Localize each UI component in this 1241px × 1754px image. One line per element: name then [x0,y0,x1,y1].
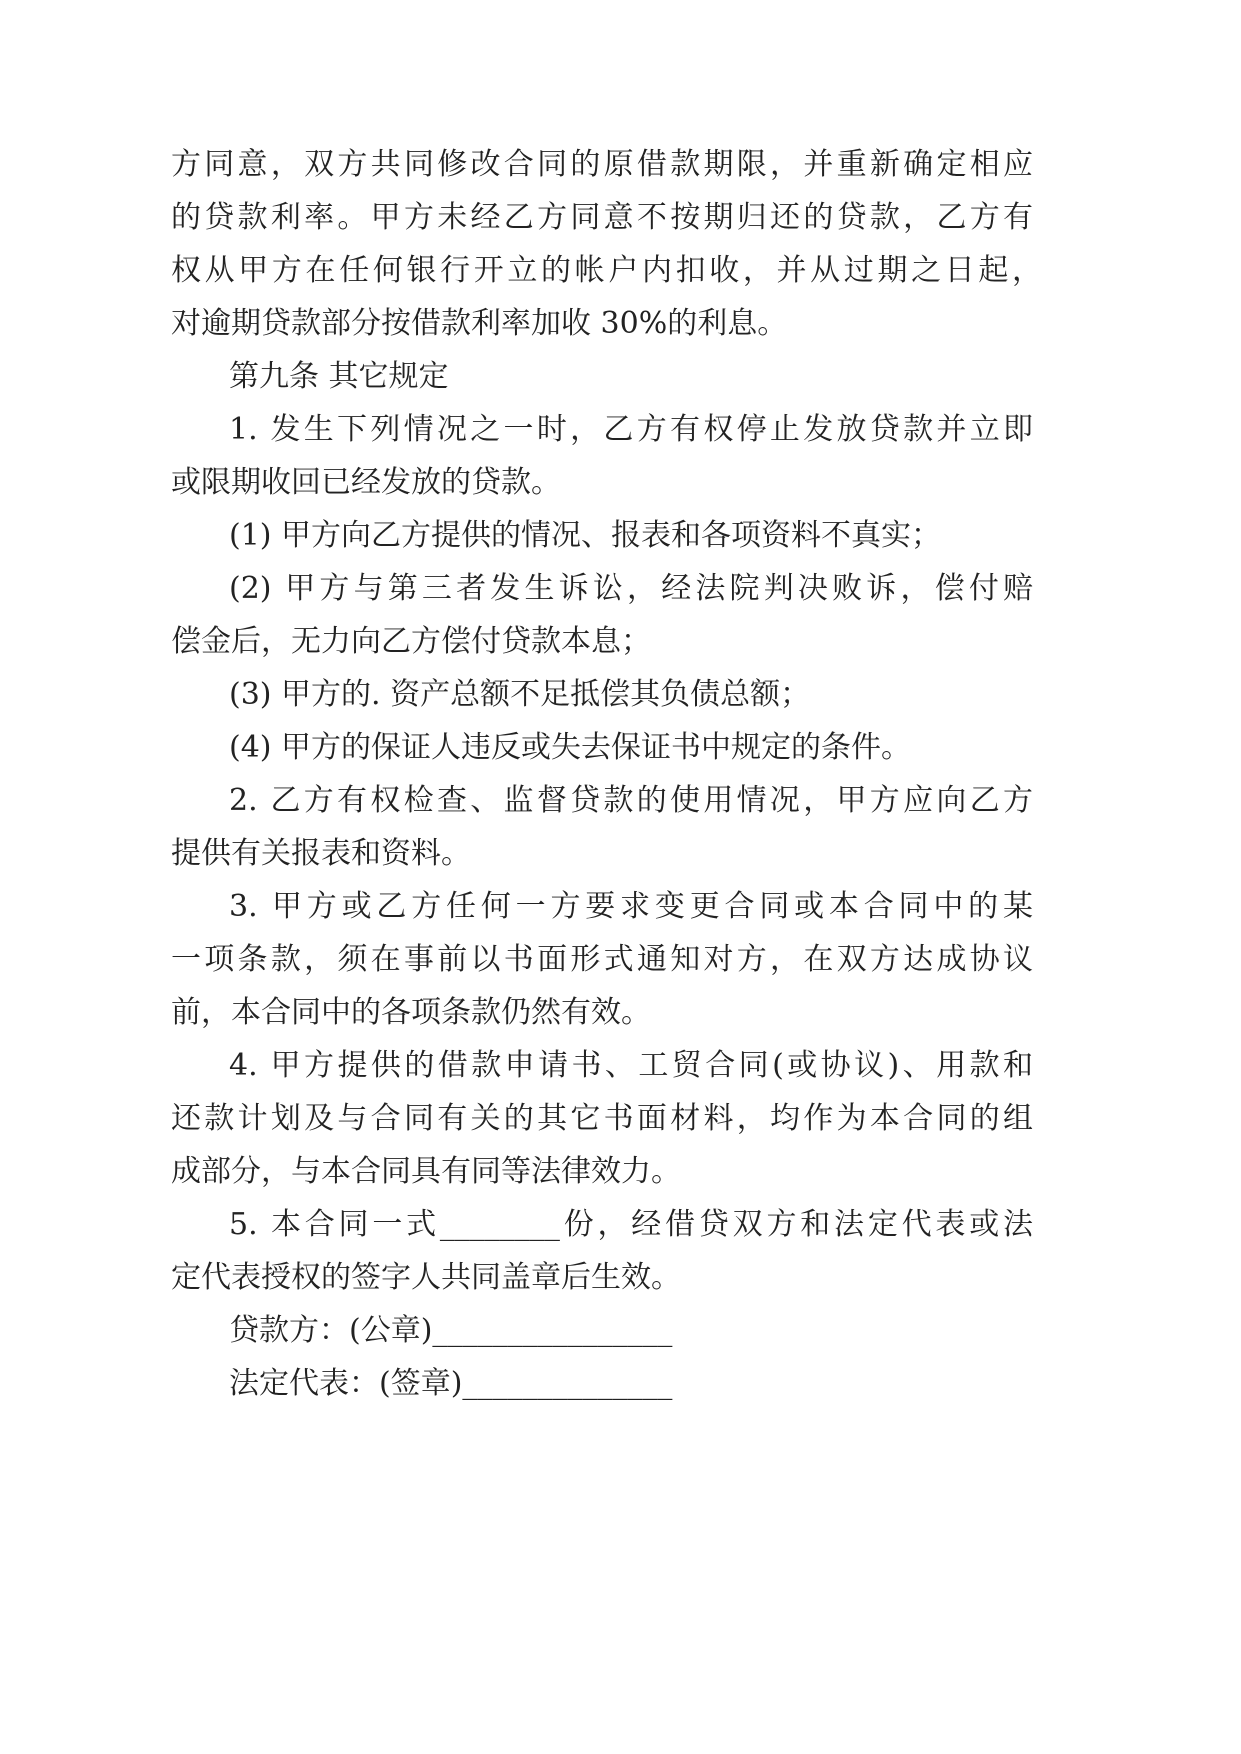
text-line: 3. 甲方或乙方任何一方要求变更合同或本合同中的某 [229,889,1033,924]
text-line: 偿金后，无力向乙方偿付贷款本息； [171,624,651,659]
text-line: 2. 乙方有权检查、监督贷款的使用情况，甲方应向乙方 [229,783,1033,818]
legal-representative-signature-line: 法定代表：(签章)______________ [229,1366,673,1401]
text-line: 的贷款利率。甲方未经乙方同意不按期归还的贷款，乙方有 [171,200,1033,235]
text-line: (2) 甲方与第三者发生诉讼，经法院判决败诉，偿付赔 [229,571,1033,606]
text-line: (3) 甲方的. 资产总额不足抵偿其负债总额； [229,677,811,712]
text-line: 1. 发生下列情况之一时，乙方有权停止发放贷款并立即 [229,412,1033,447]
text-line: 4. 甲方提供的借款申请书、工贸合同(或协议)、用款和 [229,1048,1033,1083]
text-line: 定代表授权的签字人共同盖章后生效。 [171,1260,681,1295]
section-heading: 第九条 其它规定 [229,359,449,394]
text-line: 权从甲方在任何银行开立的帐户内扣收，并从过期之日起， [171,253,1042,288]
text-line: 一项条款，须在事前以书面形式通知对方，在双方达成协议 [171,942,1033,977]
text-line: 提供有关报表和资料。 [171,836,471,871]
text-line: 方同意，双方共同修改合同的原借款期限，并重新确定相应 [171,147,1033,182]
text-line: 成部分，与本合同具有同等法律效力。 [171,1154,681,1189]
text-line: 5. 本合同一式________份，经借贷双方和法定代表或法 [229,1207,1033,1242]
text-line: 还款计划及与合同有关的其它书面材料，均作为本合同的组 [171,1101,1033,1136]
text-line: (1) 甲方向乙方提供的情况、报表和各项资料不真实； [229,518,942,553]
text-line: 或限期收回已经发放的贷款。 [171,465,561,500]
text-line: 对逾期贷款部分按借款利率加收 30%的利息。 [171,306,788,341]
text-line: 前，本合同中的各项条款仍然有效。 [171,995,651,1030]
lender-seal-line: 贷款方：(公章)________________ [229,1313,673,1348]
text-line: (4) 甲方的保证人违反或失去保证书中规定的条件。 [229,730,912,765]
